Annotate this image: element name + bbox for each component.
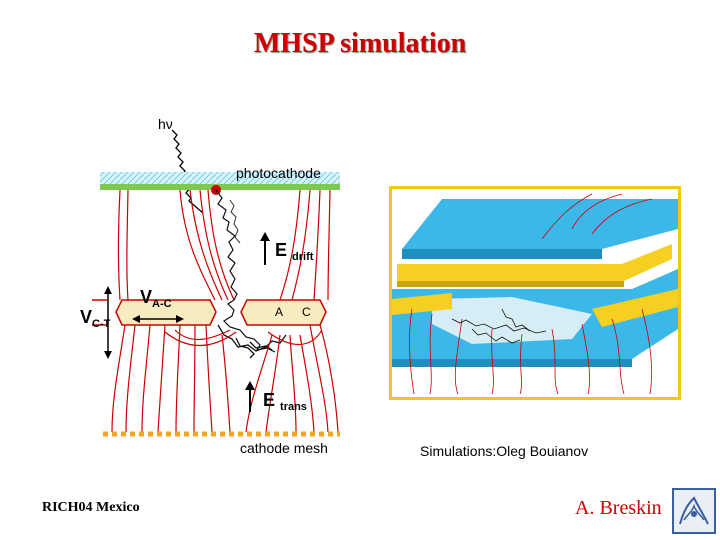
e-drift-label: E $_{drift}$ — [275, 240, 314, 263]
footer-author: A. Breskin — [575, 497, 662, 519]
e-trans-label: E $_{trans}$ — [263, 390, 307, 413]
anode-label: A — [275, 305, 284, 319]
right-electrode — [241, 300, 326, 325]
v-ct-subscript: C-T — [92, 318, 111, 330]
cathode-mesh-label: cathode mesh — [240, 440, 328, 456]
cathode-label: C — [302, 305, 311, 319]
v-ac-label: $V_{A-C}$ — [140, 287, 172, 310]
photocathode-label: photocathode — [236, 165, 321, 181]
e-drift-subscript: drift — [292, 251, 314, 263]
v-ac-subscript: A-C — [152, 298, 172, 310]
institute-logo-icon — [672, 488, 716, 534]
photon-arrow — [172, 130, 203, 213]
photon-label: hν — [158, 116, 173, 132]
avalanche-tracks — [218, 325, 286, 358]
e-trans-subscript: trans — [280, 401, 307, 413]
transfer-field-lines — [112, 325, 338, 432]
simulation-credit: Simulations:Oleg Bouianov — [420, 443, 589, 459]
simulation-3d-render — [392, 189, 678, 397]
slide-title: MHSP simulation — [253, 28, 467, 59]
footer-conference: RICH04 Mexico — [42, 500, 140, 515]
electron-track-drift — [216, 190, 275, 352]
v-ct-label: $V_{C-T}$ — [80, 307, 111, 330]
simulation-3d-panel — [389, 186, 681, 400]
